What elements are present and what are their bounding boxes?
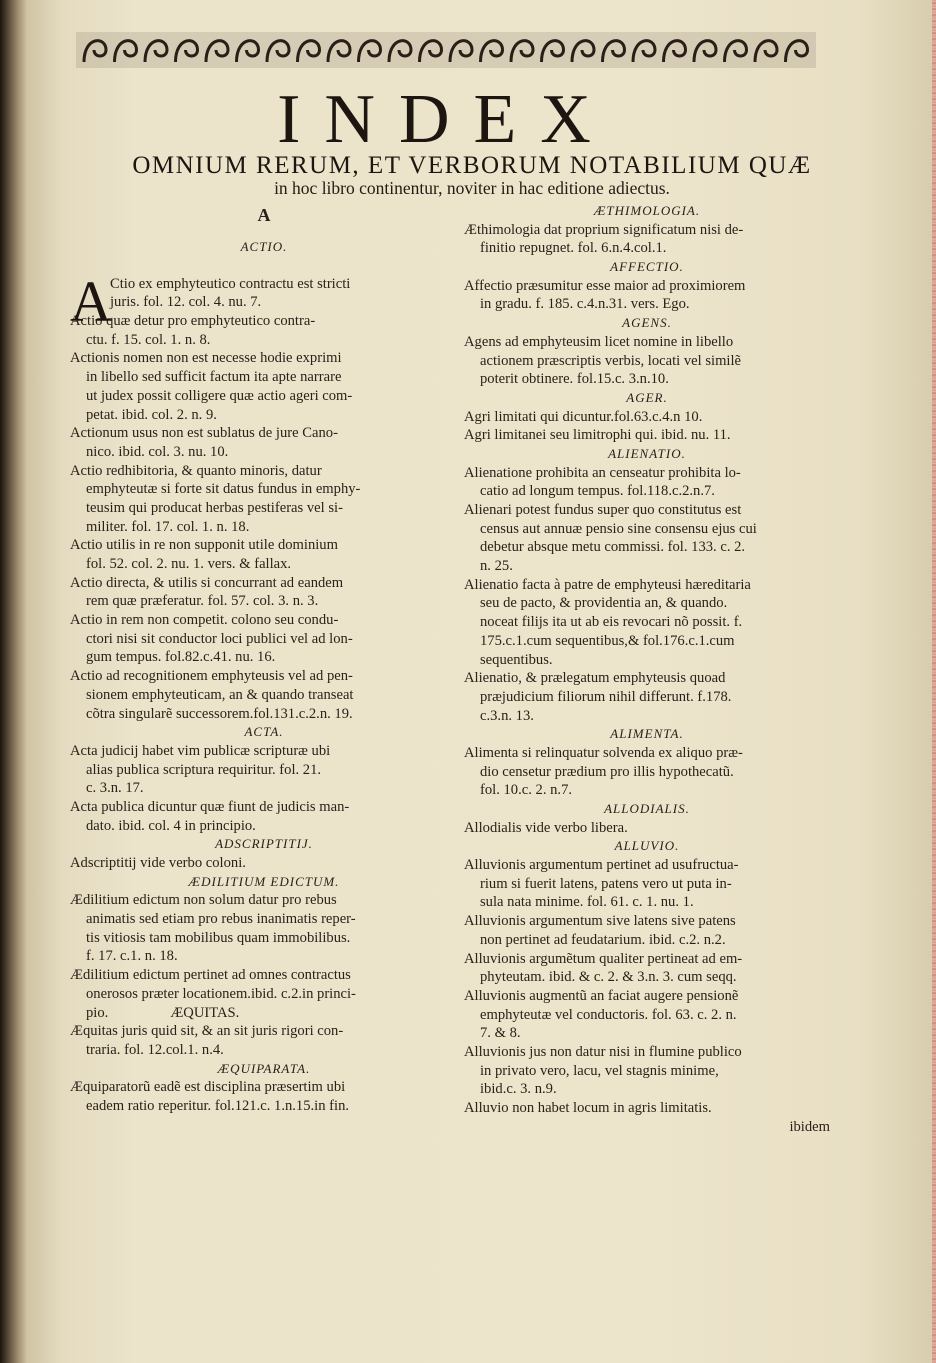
index-entry: Agri limitati qui dicuntur.fol.63.c.4.n 10. [464,408,703,425]
section-letter: A [257,205,271,225]
index-heading: ÆTHIMOLOGIA. [593,203,701,218]
index-entry: Actio quæ detur pro emphyteutico contra- [70,313,316,330]
index-entry-continuation: dato. ibid. col. 4 in principio. [86,817,256,834]
book-gutter [0,0,26,1363]
index-heading: ALLUVIO. [614,838,680,854]
index-column-right [464,202,830,1136]
index-entry-continuation: sula nata minime. fol. 61. c. 1. nu. 1. [480,894,694,911]
index-entry-continuation: non pertinet ad feudatarium. ibid. c.2. n.2. [480,931,726,948]
page-subtitle: OMNIUM RERUM, ET VERBORUM NOTABILIUM QUÆ [132,152,812,179]
index-entry-continuation: 7. & 8. [480,1025,521,1042]
index-entry: Actionis nomen non est necesse hodie exprimi [70,350,342,367]
index-heading: ALLODIALIS. [604,801,690,816]
index-entry-continuation: præjudicium filiorum nihil differunt. f.178. [480,688,732,705]
index-entry: Alienari potest fundus super quo constitutus est [464,502,742,518]
decorative-border-ornament [76,26,816,74]
index-entry-continuation: 175.c.1.cum sequentibus,& fol.176.c.1.cum [480,632,735,649]
index-entry-continuation: emphyteutæ si forte sit datus fundus in emphy- [86,481,361,498]
index-entry-continuation: finitio repugnet. fol. 6.n.4.col.1. [480,240,667,257]
index-heading: ÆDILITIUM EDICTUM. [188,873,340,889]
index-entry-continuation: cõtra singularẽ successorem.fol.131.c.2.n. 19. [86,705,353,722]
index-entry: Actio redhibitoria, & quanto minoris, datur [70,462,322,479]
index-heading: ALIMENTA. [610,726,684,742]
index-entry: Acta publica dicuntur quæ fiunt de judicis man- [70,798,350,815]
index-entry: Alluvionis argumentum pertinet ad usufructua- [464,857,739,874]
book-page [26,0,932,1363]
index-entry-continuation: debetur absque metu commissi. fol. 133. c. 2. [480,539,746,556]
index-entry-continuation: in privato vero, lacu, vel stagnis minime, [480,1062,719,1079]
index-entry-continuation: juris. fol. 12. col. 4. nu. 7. [110,294,262,311]
index-entry-continuation: rium si fuerit latens, patens vero ut puta in- [480,875,732,892]
index-heading: ALIENATIO. [608,445,686,461]
index-entry: Agri limitanei seu limitrophi qui. ibid. nu. 11. [464,427,731,444]
index-entry-continuation: c. 3.n. 17. [86,780,144,797]
index-entry-continuation: noceat filijs ita ut ab eis revocari nõ possit. f. [480,614,743,631]
index-entry-continuation: phyteutam. ibid. & c. 2. & 3.n. 3. cum seqq. [480,969,737,986]
index-column-left [70,202,458,1116]
page-title: INDEX [277,81,615,158]
index-entry-continuation: alias publica scriptura requiritur. fol. 21. [86,761,322,778]
index-entry-continuation: sequentibus. [480,651,553,668]
index-heading: AGENS. [622,315,672,331]
index-entry: Ædilitium edictum non solum datur pro rebus [70,892,337,909]
index-entry: Alluvionis argumentum sive latens sive patens [464,913,736,930]
index-entry-continuation: c.3.n. 13. [480,707,534,724]
index-heading: AFFECTIO. [610,259,684,275]
index-heading: AGER. [626,389,668,405]
index-entry-continuation: ctori nisi sit conductor loci publici vel ad lon- [86,630,353,647]
index-entry: Alluvionis jus non datur nisi in flumine publico [464,1043,742,1060]
index-entry: Alluvionis augmentũ an faciat augere pensionẽ [464,987,739,1004]
index-entry-continuation: fol. 10.c. 2. n.7. [480,782,573,799]
index-entry-continuation: rem quæ præferatur. fol. 57. col. 3. n. 3. [86,593,319,610]
index-entry-continuation: ctu. f. 15. col. 1. n. 8. [86,331,211,348]
index-entry-continuation: teusim qui producat herbas pestiferas vel si- [86,499,343,516]
index-entry: Adscriptitij vide verbo coloni. [70,855,246,871]
index-entry-continuation: f. 17. c.1. n. 18. [86,948,178,965]
index-entry: Actio utilis in re non supponit utile dominium [70,537,338,554]
index-entry: Actionum usus non est sublatus de jure Cano- [70,425,338,442]
index-entry-continuation: onerosos præter locationem.ibid. c.2.in princi- [86,985,356,1002]
index-entry-line: Ctio ex emphyteutico contractu est stricti [110,275,351,292]
index-entry-continuation: ibidem [789,1118,830,1135]
index-entry: Ædilitium edictum pertinet ad omnes contractus [70,967,351,984]
drop-cap-initial: A [70,268,112,334]
index-heading: ADSCRIPTITIJ. [215,836,313,852]
index-heading: ACTIO. [240,239,288,254]
index-entry: Affectio præsumitur esse maior ad proximiorem [464,277,746,294]
index-entry-continuation: tis vitiosis tam mobilibus quam immobilibus. [86,929,351,946]
index-entry: Æthimologia dat proprium significatum nisi de- [464,221,744,238]
index-entry: Alienatione prohibita an censeatur prohibita lo- [464,464,741,481]
index-entry-continuation: militer. fol. 17. col. 1. n. 18. [86,518,250,535]
index-entry-continuation: n. 25. [480,558,513,575]
index-entry-continuation: traria. fol. 12.col.1. n.4. [86,1041,224,1058]
index-entry: Æquiparatorũ eadẽ est disciplina præsertim ubi [70,1079,346,1096]
index-entry-continuation: dio censetur prædium pro illis hypothecatũ. [480,763,734,780]
index-entry: Alluvionis argumẽtum qualiter pertineat ad em- [464,950,743,967]
index-entry-continuation: pio. ÆQUITAS. [86,1004,240,1021]
index-entry-continuation: in gradu. f. 185. c.4.n.31. vers. Ego. [480,296,690,313]
index-entry: Actio in rem non competit. colono seu condu- [70,612,339,629]
index-entry-continuation: ut judex possit colligere quæ actio ageri com- [86,387,353,404]
index-entry-continuation: ibid.c. 3. n.9. [480,1081,557,1098]
index-entry: Acta judicij habet vim publicæ scripturæ ubi [70,742,331,759]
index-entry-continuation: emphyteutæ vel conductoris. fol. 63. c. 2. n. [480,1006,737,1023]
index-entry: Alimenta si relinquatur solvenda ex aliquo præ- [464,744,743,761]
index-entry-continuation: seu de pacto, & providentia an, & quando. [480,595,728,612]
index-entry-continuation: nico. ibid. col. 3. nu. 10. [86,443,229,460]
index-entry-continuation: eadem ratio reperitur. fol.121.c. 1.n.15.in fin. [86,1097,350,1114]
index-entry: Allodialis vide verbo libera. [464,819,628,836]
index-entry-continuation: census aut annuæ pensio sine consensu ejus cui [480,520,757,537]
index-entry-continuation: petat. ibid. col. 2. n. 9. [86,406,217,423]
index-entry-continuation: catio ad longum tempus. fol.118.c.2.n.7. [480,483,715,500]
index-entry: Alienatio, & prælegatum emphyteusis quoad [464,670,726,687]
index-entry-continuation: fol. 52. col. 2. nu. 1. vers. & fallax. [86,556,292,572]
index-entry-continuation: in libello sed sufficit factum ita apte narrare [86,369,342,386]
index-entry-continuation: actionem præscriptis verbis, locati vel similẽ [480,352,742,369]
index-entry-continuation: sionem emphyteuticam, an & quando transeat [86,686,354,703]
index-heading: ÆQUIPARATA. [217,1060,311,1076]
index-entry: Æquitas juris quid sit, & an sit juris rigori con- [70,1023,344,1040]
index-entry: Alluvio non habet locum in agris limitatis. [464,1100,712,1116]
index-entry: Actio ad recognitionem emphyteusis vel ad pen- [70,668,353,685]
index-entry-continuation: animatis sed etiam pro rebus inanimatis reper- [86,911,356,928]
index-entry-continuation: gum tempus. fol.82.c.41. nu. 16. [86,649,276,666]
index-entry: Alienatio facta à patre de emphyteusi hæreditaria [464,576,751,593]
index-entry: Actio directa, & utilis si concurrant ad eandem [70,574,344,591]
index-entry-continuation: poterit obtinere. fol.15.c. 3.n.10. [480,371,669,388]
page-subtitle-line-2: in hoc libro continentur, noviter in hac editione adiectus. [274,178,670,198]
index-heading: ACTA. [244,724,284,740]
index-entry: Agens ad emphyteusim licet nomine in libello [464,333,734,350]
